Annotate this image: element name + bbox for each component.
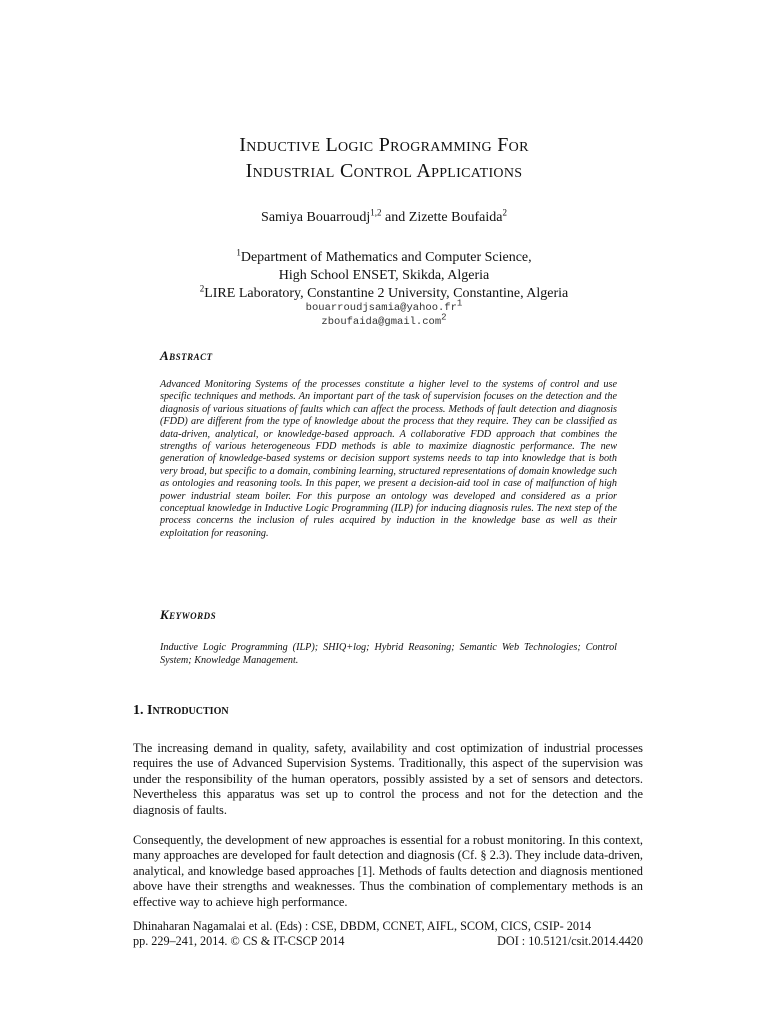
email-1: [0, 298, 768, 314]
affiliations: [0, 249, 768, 303]
introduction-paragraph-2: Consequently, the development of new approaches is essential for a robust monitoring. In this context, many approaches are developed for fault detection and diagnosis (Cf. § 2.3). They include data-driven, analytical, and knowledge based approaches [1]. Methods of faults detection and diagnosis mentioned above have their strengths and weaknesses. Thus the combination of complementary methods is an effective way to achieve high performance.: [133, 833, 643, 909]
email-2-marker: 2: [441, 312, 447, 323]
email-2: [0, 312, 768, 328]
affiliation-1-line-1: [0, 249, 768, 267]
email-1-marker: 1: [456, 298, 463, 309]
abstract-heading: Abstract: [160, 348, 213, 363]
keywords-text: Inductive Logic Programming (ILP); SHIQ+log; Hybrid Reasoning; Semantic Web Technologies; Control System; Knowledge Management.: [160, 642, 617, 666]
paper-title: [0, 132, 768, 184]
author-1-affil-marker: 1,2: [370, 207, 382, 218]
abstract-text: Advanced Monitoring Systems of the processes constitute a higher level to the systems of control and use specific techniques and methods. An important part of the task of supervision focuses on the detection and the diagnosis of various situations of faults which can affect the process. Methods of fault detection and diagnosis (FDD) are different from the type of knowledge about the process that they require. They can be classified as data-driven, analytical, or knowledge-based approach. A collaborative FDD approach that combines the strengths of various heterogeneous FDD methods is able to maximize diagnostic performance. The new generation of knowledge-based systems or decision support systems needs to tap into knowledge that is both very broad, but specific to a domain, combining learning, structured representations of domain knowledge such as ontologies and reasoning tools. In this paper, we present a decision-aid tool in case of malfunction of high power industrial steam boiler. For this purpose an ontology was developed and considered as a prior conceptual knowledge in Inductive Logic Programming (ILP) for inducing diagnosis rules. The next step of the process concerns the inclusion of rules acquired by induction in the knowledge base as well as their exploitation for reasoning.: [160, 379, 617, 539]
email-1-address: bouarroudjsamia@yahoo.fr: [305, 302, 457, 314]
title-line-1: Inductive Logic Programming For: [239, 134, 529, 156]
keywords-heading: Keywords: [160, 607, 217, 622]
affiliation-2-marker: 2: [199, 283, 205, 294]
author-2-affil-marker: 2: [502, 207, 507, 218]
section-heading-introduction: 1. Introduction: [133, 703, 229, 718]
author-conjunction: and: [381, 210, 409, 225]
footer-doi: DOI : 10.5121/csit.2014.4420: [497, 934, 643, 948]
author-list: [0, 207, 768, 226]
title-line-2: Industrial Control Applications: [245, 160, 523, 182]
affiliation-2-text: LIRE Laboratory, Constantine 2 University, Constantine, Algeria: [204, 286, 569, 301]
footer-pages: pp. 229–241, 2014. © CS & IT-CSCP 2014: [133, 934, 345, 948]
introduction-paragraph-1: The increasing demand in quality, safety, availability and cost optimization of industrial processes requires the use of Advanced Supervision Systems. Traditionally, this aspect of the supervision was under the responsibility of the human operators, possibly assisted by a set of sensors and detectors. Nevertheless this apparatus was set up to control the process and not for the detection and the diagnosis of faults.: [133, 741, 643, 817]
author-1: Samiya Bouarroudj: [261, 210, 371, 225]
footer-citation: [133, 934, 643, 949]
affiliation-1-text: Department of Mathematics and Computer Science,: [240, 250, 532, 265]
author-2: Zizette Boufaida: [408, 210, 503, 225]
affiliation-1-marker: 1: [236, 247, 241, 258]
affiliation-2: [0, 285, 768, 303]
email-2-address: zboufaida@gmail.com: [321, 316, 442, 328]
affiliation-1-line-2: High School ENSET, Skikda, Algeria: [278, 268, 490, 283]
footer-proceedings: Dhinaharan Nagamalai et al. (Eds) : CSE, DBDM, CCNET, AIFL, SCOM, CICS, CSIP- 2014: [133, 919, 592, 933]
